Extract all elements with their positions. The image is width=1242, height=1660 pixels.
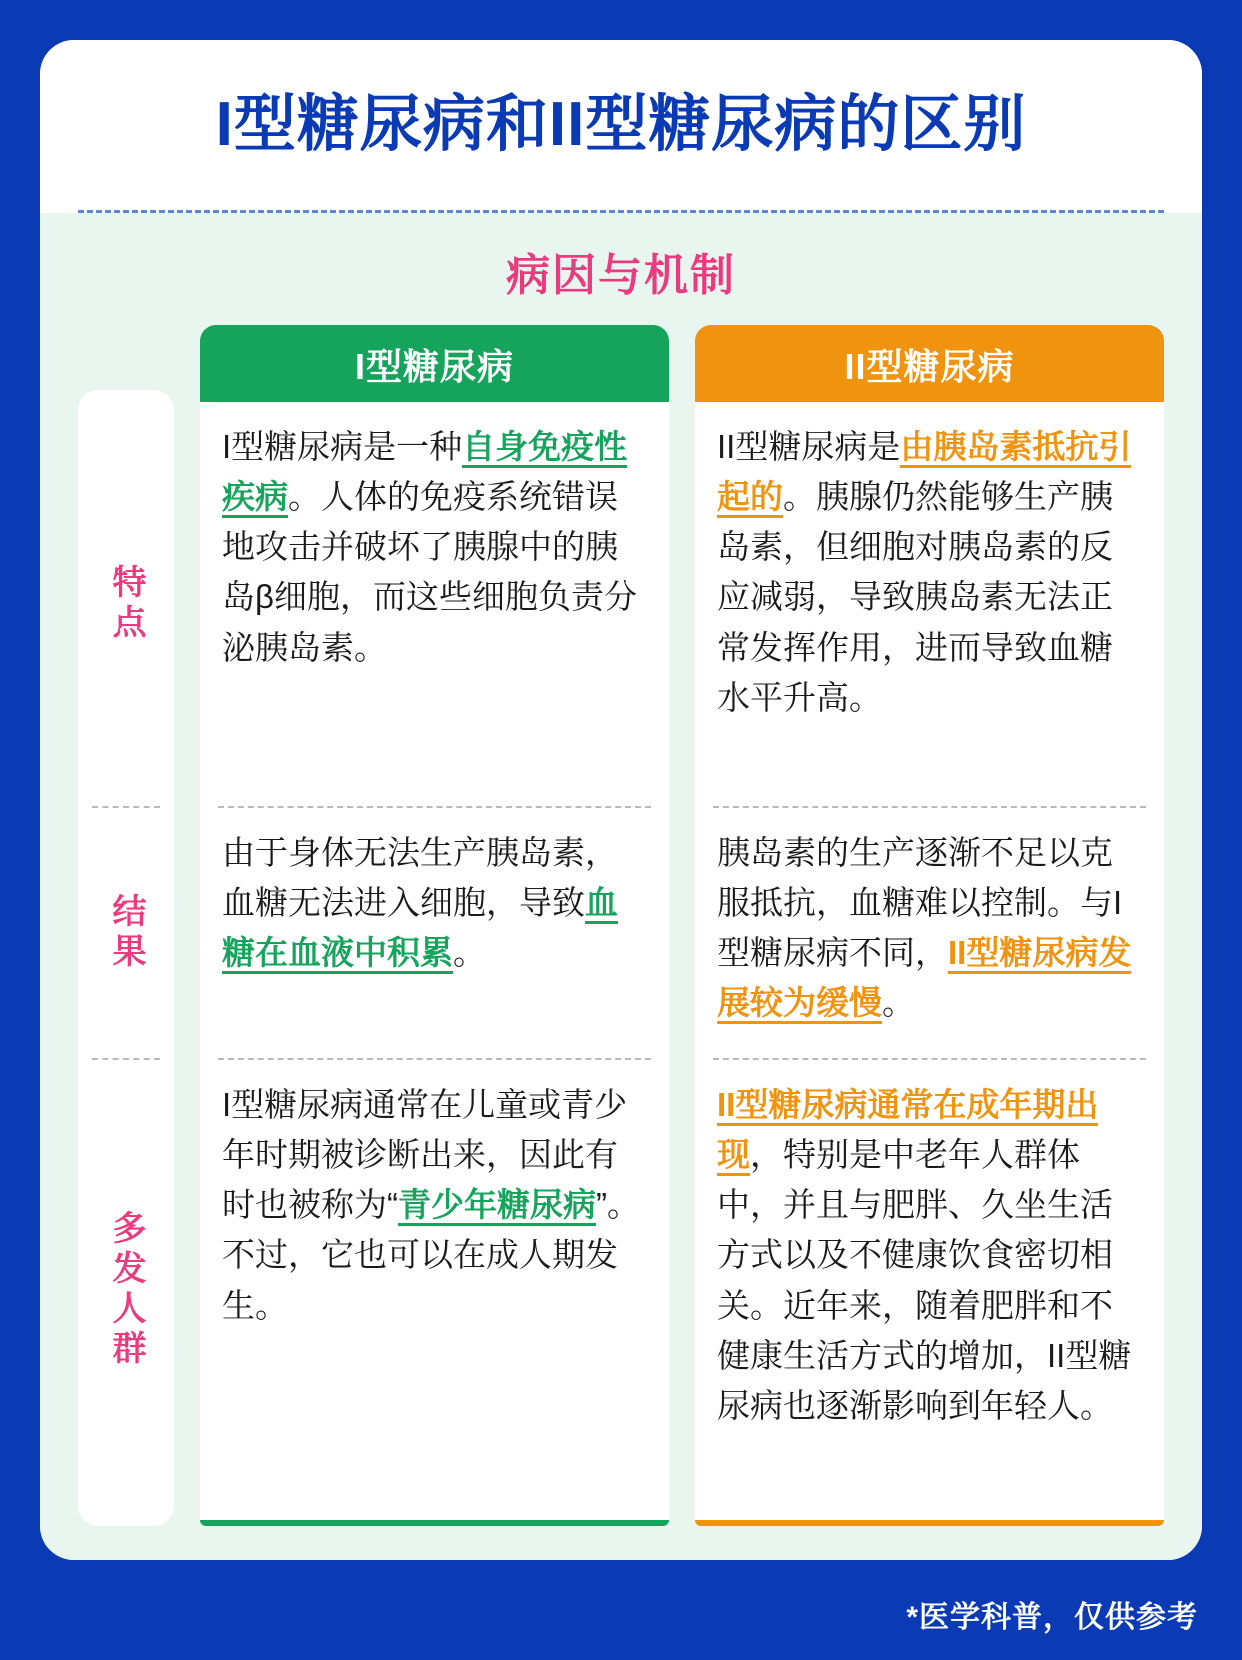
cell-text-highlight: 血糖在血液中积累 (222, 884, 618, 974)
comparison-table (40, 402, 1202, 1526)
row-label-column (78, 390, 174, 1526)
cell-features-type2 (695, 402, 1164, 806)
cell-text-highlight: 自身免疫性疾病 (222, 428, 627, 518)
content-card (40, 40, 1202, 1560)
column-header-type1: I型糖尿病 (200, 325, 669, 402)
section-title: 病因与机制 (506, 251, 736, 300)
row-label-population (78, 1060, 174, 1520)
cell-text-rest: ，特别是中老年人群体中，并且与肥胖、久坐生活方式以及不健康饮食密切相关。近年来，随着肥胖和不健康生活方式的增加，II型糖尿病也逐渐影响到年轻人。 (717, 1136, 1132, 1424)
row-label-result-text: 结果 (107, 893, 146, 973)
cell-text-lead: 由于身体无法生产胰岛素，血糖无法进入细胞，导致 (222, 834, 618, 922)
cell-text-lead: II型糖尿病是 (717, 428, 901, 465)
cell-text-highlight: 由胰岛素抵抗引起的 (717, 428, 1131, 518)
cell-text-highlight: 青少年糖尿病 (398, 1186, 596, 1226)
cell-result-type1 (200, 808, 669, 1058)
cell-text-rest: 。胰腺仍然能够生产胰岛素，但细胞对胰岛素的反应减弱，导致胰岛素无法正常发挥作用，进而导致血糖水平升高。 (717, 478, 1113, 716)
cell-text-highlight: II型糖尿病通常在成年期出现 (717, 1086, 1098, 1176)
title-bar (40, 40, 1202, 210)
cell-text-lead: 胰岛素的生产逐渐不足以克服抵抗，血糖难以控制。与I型糖尿病不同， (717, 834, 1123, 972)
column-headers (40, 325, 1202, 402)
cell-text-lead: I型糖尿病是一种 (222, 428, 463, 465)
cell-result-type2 (695, 808, 1164, 1058)
cell-population-type2 (695, 1060, 1164, 1520)
cell-text-rest: 。 (453, 934, 486, 972)
row-label-features (78, 402, 174, 806)
column-body-type1 (200, 402, 669, 1526)
row-label-features-text: 特点 (107, 564, 146, 644)
row-label-population-text: 多发人群 (107, 1210, 146, 1370)
footnote: *医学科普，仅供参考 (906, 1601, 1198, 1634)
row-label-result (78, 808, 174, 1058)
page-title: I型糖尿病和II型糖尿病的区别 (215, 90, 1027, 159)
cell-population-type1 (200, 1060, 669, 1520)
cell-text-lead: I型糖尿病通常在儿童或青少年时期被诊断出来，因此有时也被称为“ (222, 1086, 628, 1224)
cell-text-rest: 。 (882, 984, 915, 1022)
comparison-panel (40, 213, 1202, 1560)
column-header-type2: II型糖尿病 (695, 325, 1164, 402)
cell-text-rest: 。人体的免疫系统错误地攻击并破坏了胰腺中的胰岛β细胞，而这些细胞负责分泌胰岛素。 (222, 478, 637, 666)
cell-features-type1 (200, 402, 669, 806)
cell-text-rest: ”。不过，它也可以在成人期发生。 (222, 1186, 640, 1324)
cell-text-highlight: II型糖尿病发展较为缓慢 (717, 934, 1131, 1024)
column-body-type2 (695, 402, 1164, 1526)
